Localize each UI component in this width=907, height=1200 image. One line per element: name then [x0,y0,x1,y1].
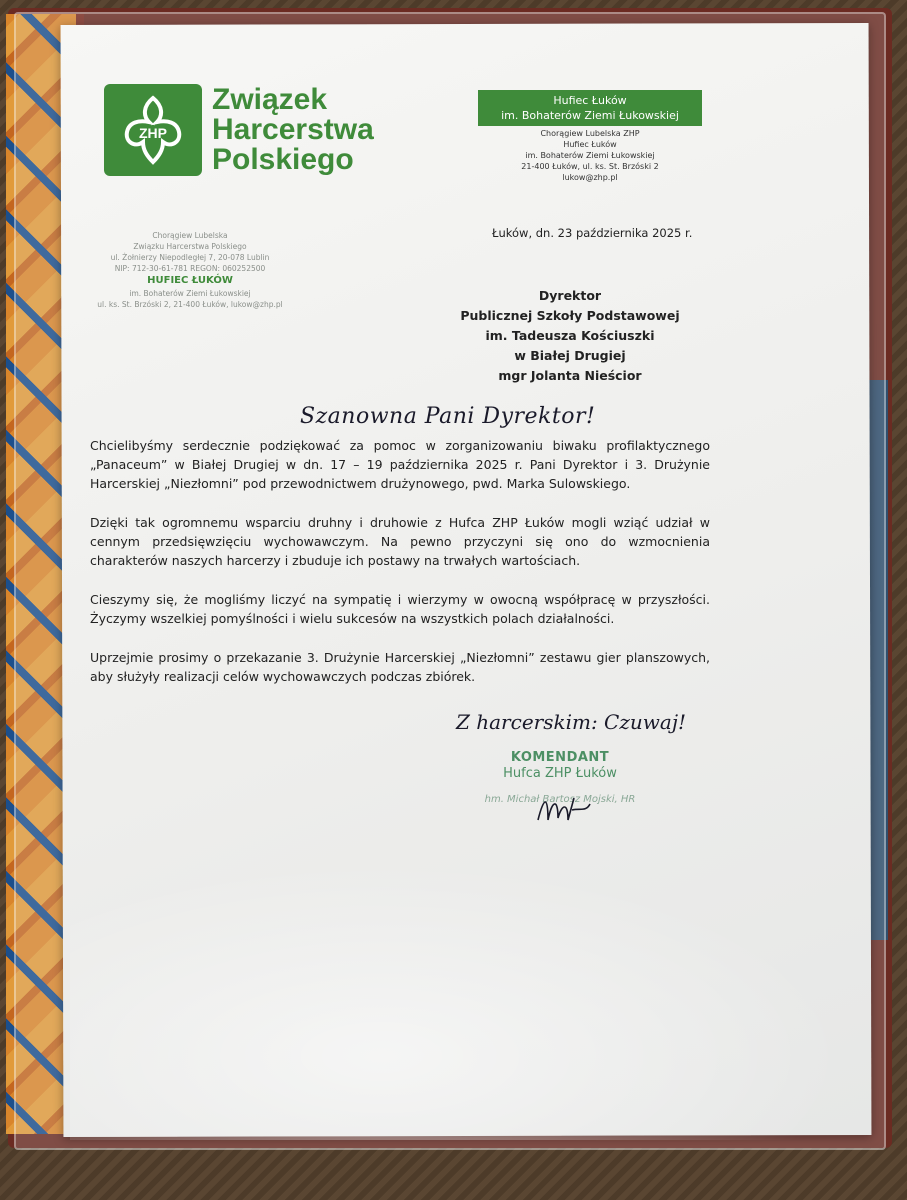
recipient-line-3: im. Tadeusza Kościuszki [485,328,655,343]
hufiec-badge [478,90,702,126]
paragraph-3: Cieszymy się, że mogliśmy liczyć na sympatię i wierzymy w owocną współpracę w przyszłości. Życzymy wszelkiej pomyślności i wielu sukcesów na wszystkich polach działalności. [90,592,710,626]
stamp-unit: Hufca ZHP Łuków [503,766,617,781]
logo-wordmark [212,85,374,175]
stamp-role: KOMENDANT [510,750,610,765]
logo-line-2: Harcerstwa [212,113,374,146]
recipient-line-2: Publicznej Szkoły Podstawowej [460,308,680,323]
hufiec-address [478,128,702,183]
left-line-1: Chorągiew Lubelska [152,231,228,240]
logo-line-3: Polskiego [212,143,354,176]
paragraph-2: Dzięki tak ogromnemu wsparciu druhny i druhowie z Hufca ZHP Łuków mogli wziąć udział w cennym przedsięwzięciu wychowawczym. Na pewno przyczyni się ono do wzmocnienia charakterów naszych harcerzy i zbuduje ich postawy na trwałych wartościach. [90,515,710,568]
paragraph-4: Uprzejmie prosimy o przekazanie 3. Drużynie Harcerskiej „Niezłomni” zestawu gier planszowych, aby służyły realizacji celów wychowawczych podczas zbiórek. [90,650,710,684]
left-line-4: NIP: 712-30-61-781 REGON: 060252500 [114,264,266,273]
addr-line-2: Hufiec Łuków [563,140,617,149]
recipient-line-4: w Białej Drugiej [514,348,626,363]
left-line-6: im. Bohaterów Ziemi Łukowskiej [129,289,251,298]
recipient-block [440,286,700,386]
addr-line-4: 21-400 Łuków, ul. ks. St. Brzóski 2 [521,162,659,171]
stamp-name: hm. Michał Bartosz Mojski, HR [484,794,636,805]
addr-line-5: lukow@zhp.pl [562,173,618,182]
recipient-line-1: Dyrektor [538,288,602,303]
letter-date: Łuków, dn. 23 października 2025 r. [492,226,693,240]
signature-icon [534,790,594,834]
logo-line-1: Związek [212,83,328,116]
left-line-2: Związku Harcerstwa Polskiego [133,242,247,251]
recipient-line-5: mgr Jolanta Nieścior [498,368,642,383]
emblem-text: ZHP [139,125,167,141]
handwritten-greeting: Szanowna Pani Dyrektor! [300,404,596,429]
letter-body [90,436,710,706]
badge-line-1: Hufiec Łuków [553,94,627,107]
left-line-7: ul. ks. St. Brzóski 2, 21-400 Łuków, lukow@zhp.pl [97,300,283,309]
addr-line-3: im. Bohaterów Ziemi Łukowskiej [525,151,655,160]
paragraph-1: Chcielibyśmy serdecznie podziękować za pomoc w zorganizowaniu biwaku profilaktycznego „Panaceum” w Białej Drugiej w dn. 17 – 19 października 2025 r. Pani Dyrektor i 3. Drużynie Harcerskiej „Niezłomni” pod przewodnictwem drużynowego, pwd. Marka Sulowskiego. [90,438,710,491]
badge-line-2: im. Bohaterów Ziemi Łukowskiej [501,109,679,122]
lily-emblem-icon [104,84,202,176]
sender-address [80,230,300,310]
handwritten-closing: Z harcerskim: Czuwaj! [456,710,687,734]
left-line-5: HUFIEC ŁUKÓW [147,275,233,286]
zhp-logo [104,84,374,176]
addr-line-1: Chorągiew Lubelska ZHP [540,129,640,138]
left-line-3: ul. Żołnierzy Niepodległej 7, 20-078 Lublin [110,253,270,262]
